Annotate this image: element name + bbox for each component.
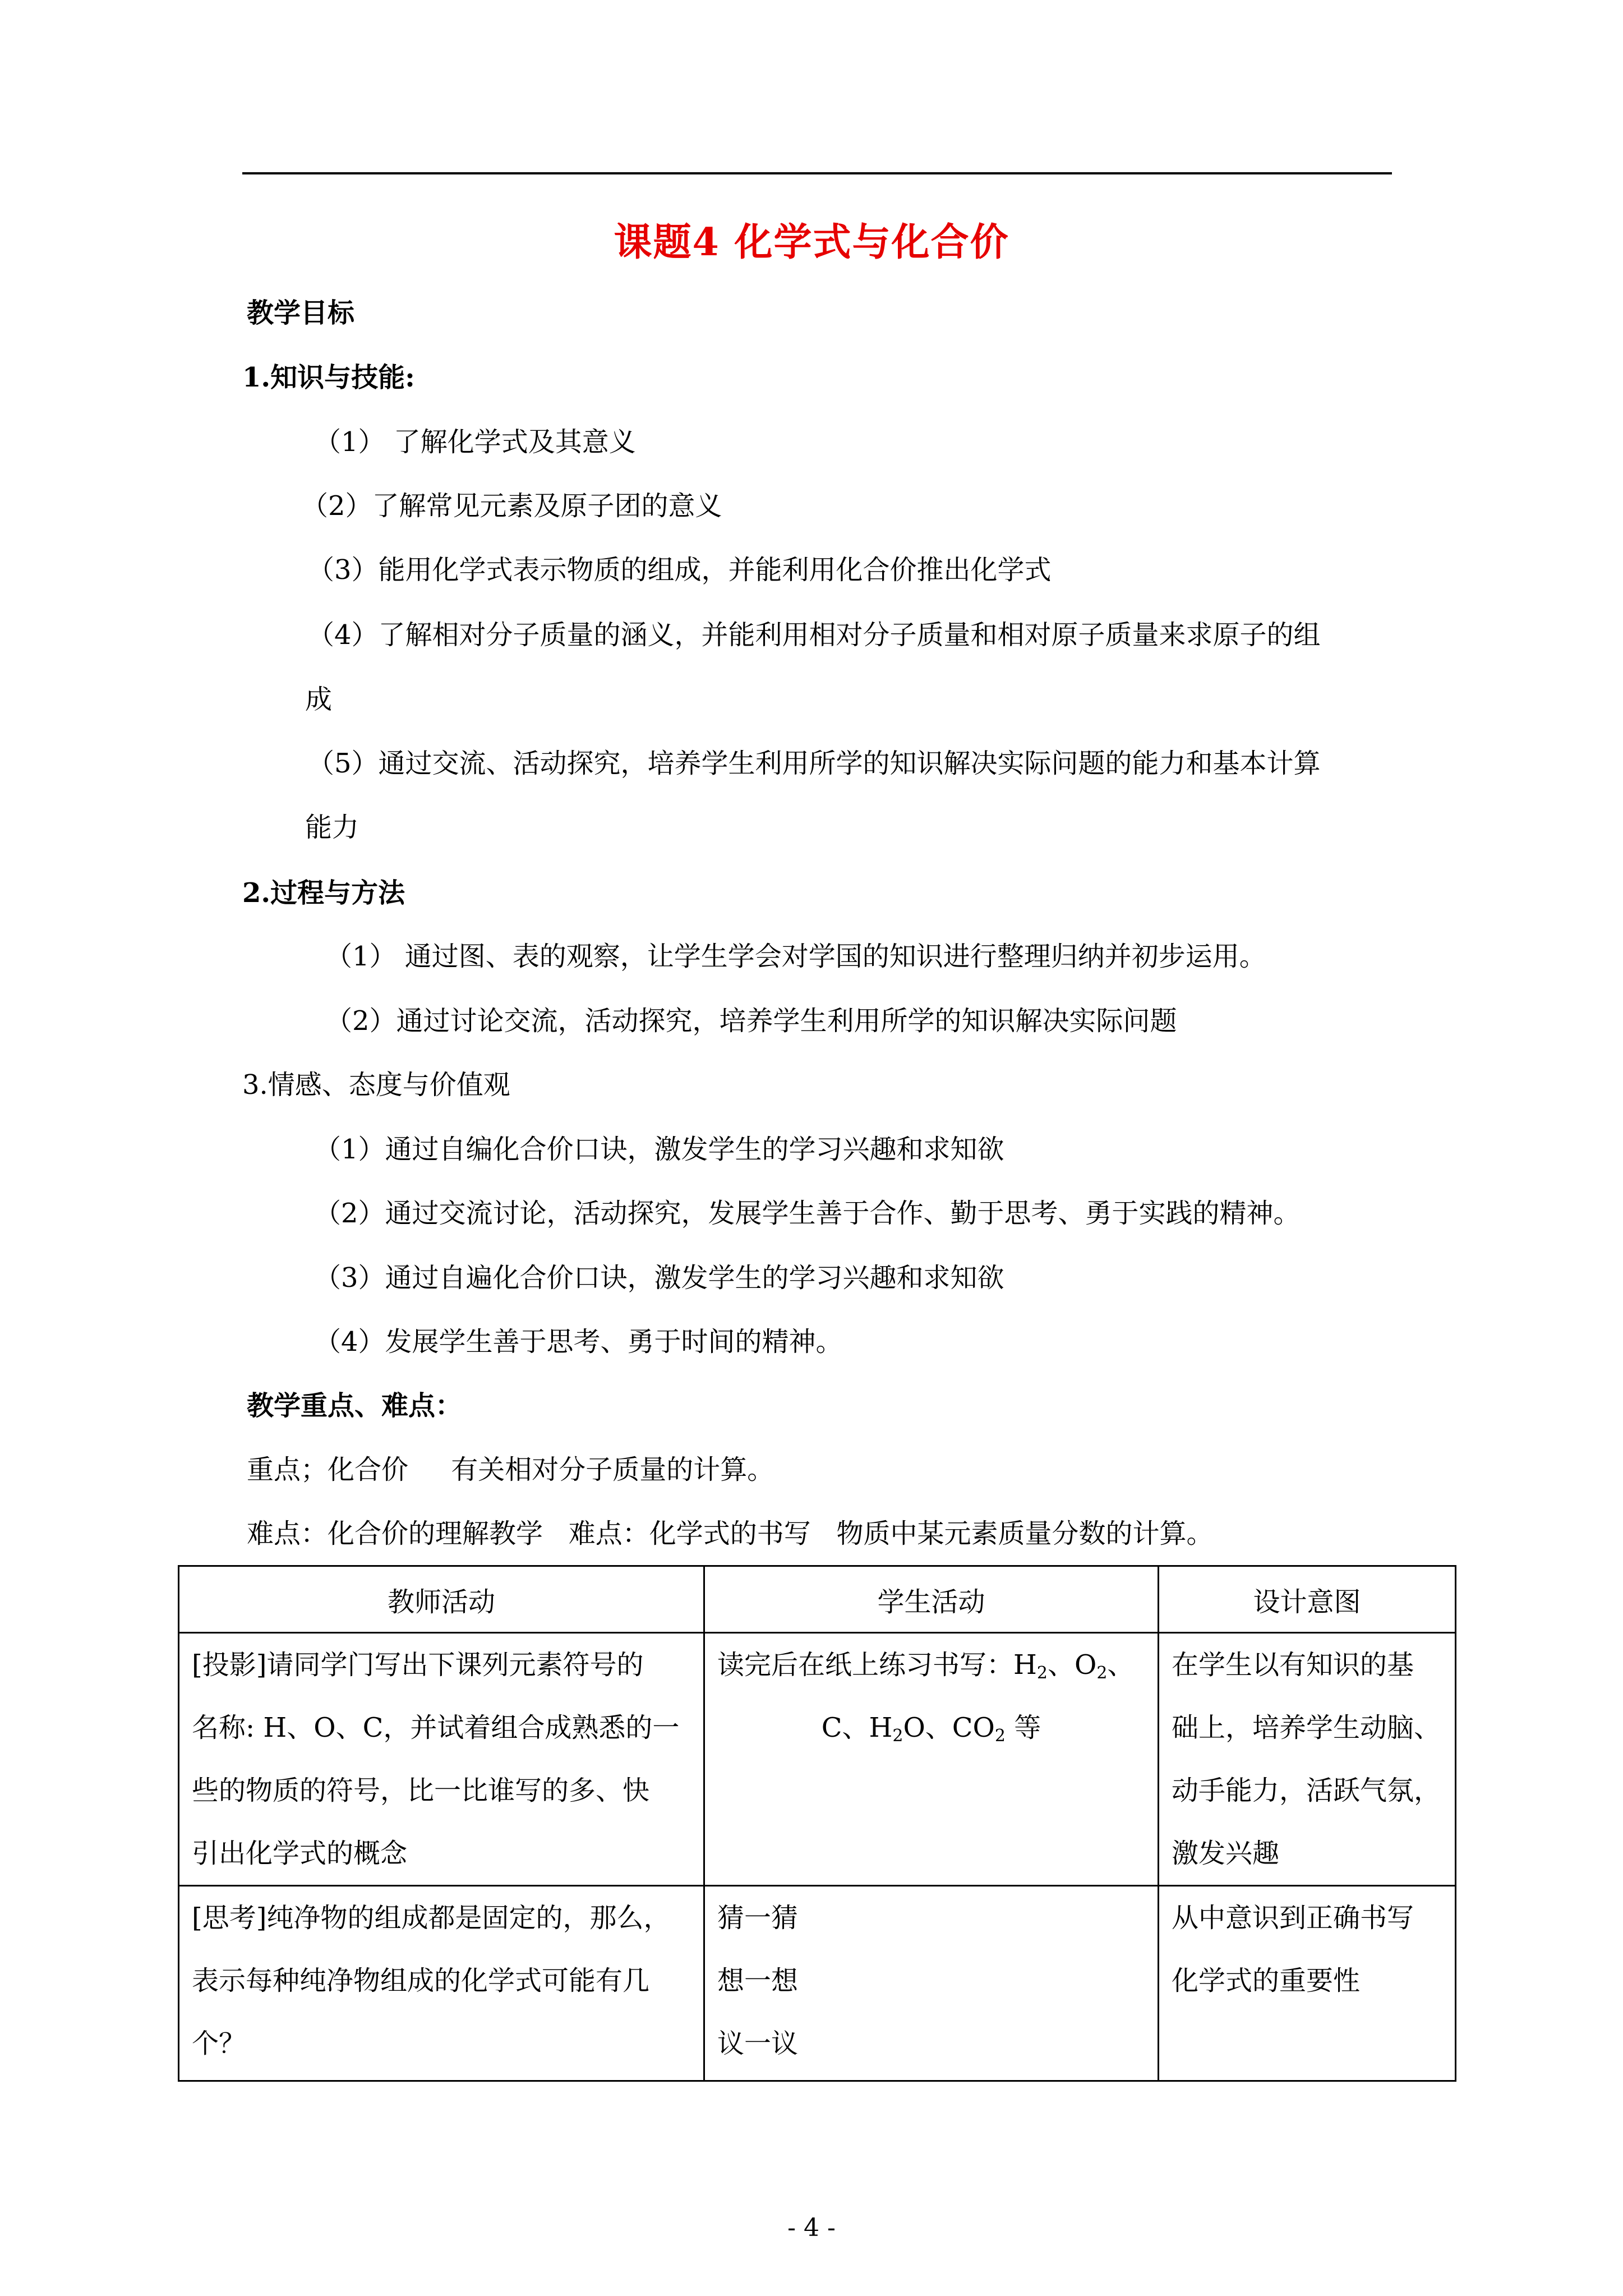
cell-text: 引出化学式的概念 [192,1838,408,1869]
cell-text: 等 [1005,1712,1041,1743]
section-3-item: （3）通过自遍化合价口诀，激发学生的学习兴趣和求知欲 [314,1262,1004,1294]
cell-text: 动手能力，活跃气氛， [1172,1775,1441,1806]
design-intent-cell [1159,1633,1456,1886]
cell-text: 些的物质的符号，比一比谁写的多、快 [192,1775,650,1806]
header-rule [242,172,1392,174]
cell-text: 从中意识到正确书写 [1172,1902,1414,1934]
cell-text: 表示每种纯净物组成的化学式可能有几 [192,1965,650,1996]
cell-text: 猜一猜 [717,1902,799,1934]
design-intent-cell [1159,1886,1456,2081]
student-activity-cell [704,1633,1159,1886]
header-design-intent: 设计意图 [1159,1566,1456,1633]
page-number: - 4 - [787,2214,836,2242]
cell-text: 础上，培养学生动脑、 [1172,1712,1441,1743]
section-1-heading: 1.知识与技能: [242,362,415,393]
section-1-item: （2）了解常见元素及原子团的意义 [301,490,722,522]
section-2-heading: 2.过程与方法 [242,877,405,909]
formula-line [717,1696,1145,1759]
cell-text: 读完后在纸上练习书写：H [717,1649,1037,1681]
subscript: 2 [994,1726,1006,1746]
section-2-item: （2）通过讨论交流，活动探究，培养学生利用所学的知识解决实际问题 [325,1005,1177,1037]
subscript: 2 [892,1726,903,1746]
teacher-activity-cell [179,1886,704,2081]
cell-text: 个？ [192,2028,246,2059]
section-3-heading: 3.情感、态度与价值观 [242,1069,510,1101]
cell-text: 、O [1047,1649,1097,1681]
formula-line [717,1634,1145,1696]
cell-text: 在学生以有知识的基 [1172,1649,1414,1681]
section-1-item: （4）了解相对分子质量的涵义，并能利用相对分子质量和相对原子质量来求原子的组 [307,619,1321,651]
key-points-line: 重点；化合价 有关相对分子质量的计算。 [247,1454,774,1485]
student-activity-cell [704,1886,1159,2081]
cell-text: [投影]请同学门写出下课列元素符号的 [192,1649,644,1681]
subscript: 2 [1036,1663,1048,1683]
cell-text: 、 [1107,1649,1135,1681]
key-points-heading: 教学重点、难点： [247,1390,463,1421]
cell-text: [思考]纯净物的组成都是固定的，那么， [192,1902,671,1934]
cell-text: C、H [821,1712,893,1743]
table-row [179,1633,1456,1886]
lesson-plan-table [178,1565,1456,2082]
goals-heading: 教学目标 [247,297,355,329]
section-1-item: （1） 了解化学式及其意义 [314,426,636,458]
cell-text: 化学式的重要性 [1172,1965,1361,1996]
subscript: 2 [1096,1663,1108,1683]
cell-text: 想一想 [717,1965,799,1996]
section-3-item: （2）通过交流讨论，活动探究，发展学生善于合作、勤于思考、勇于实践的精神。 [314,1198,1301,1229]
difficulty-line: 难点：化合价的理解教学 难点：化学式的书写 物质中某元素质量分数的计算。 [247,1518,1214,1549]
cell-text: 名称: H、O、C，并试着组合成熟悉的一 [192,1712,680,1743]
cell-text: O、CO [903,1712,995,1743]
table-row [179,1886,1456,2081]
section-1-item: 能力 [305,812,359,843]
section-2-item: （1） 通过图、表的观察，让学生学会对学国的知识进行整理归纳并初步运用。 [325,941,1266,972]
section-1-item: （5）通过交流、活动探究，培养学生利用所学的知识解决实际问题的能力和基本计算 [307,748,1321,779]
table-header-row [179,1566,1456,1633]
page-title: 课题4 化学式与化合价 [614,220,1009,265]
teacher-activity-cell [179,1633,704,1886]
section-1-item: 成 [305,684,333,715]
header-teacher-activity: 教师活动 [179,1566,704,1633]
section-3-item: （4）发展学生善于思考、勇于时间的精神。 [314,1326,843,1358]
section-1-item: （3）能用化学式表示物质的组成，并能利用化合价推出化学式 [307,554,1052,586]
header-student-activity: 学生活动 [704,1566,1159,1633]
cell-text: 激发兴趣 [1172,1838,1280,1869]
section-3-item: （1）通过自编化合价口诀，激发学生的学习兴趣和求知欲 [314,1134,1004,1165]
cell-text: 议一议 [717,2028,799,2059]
